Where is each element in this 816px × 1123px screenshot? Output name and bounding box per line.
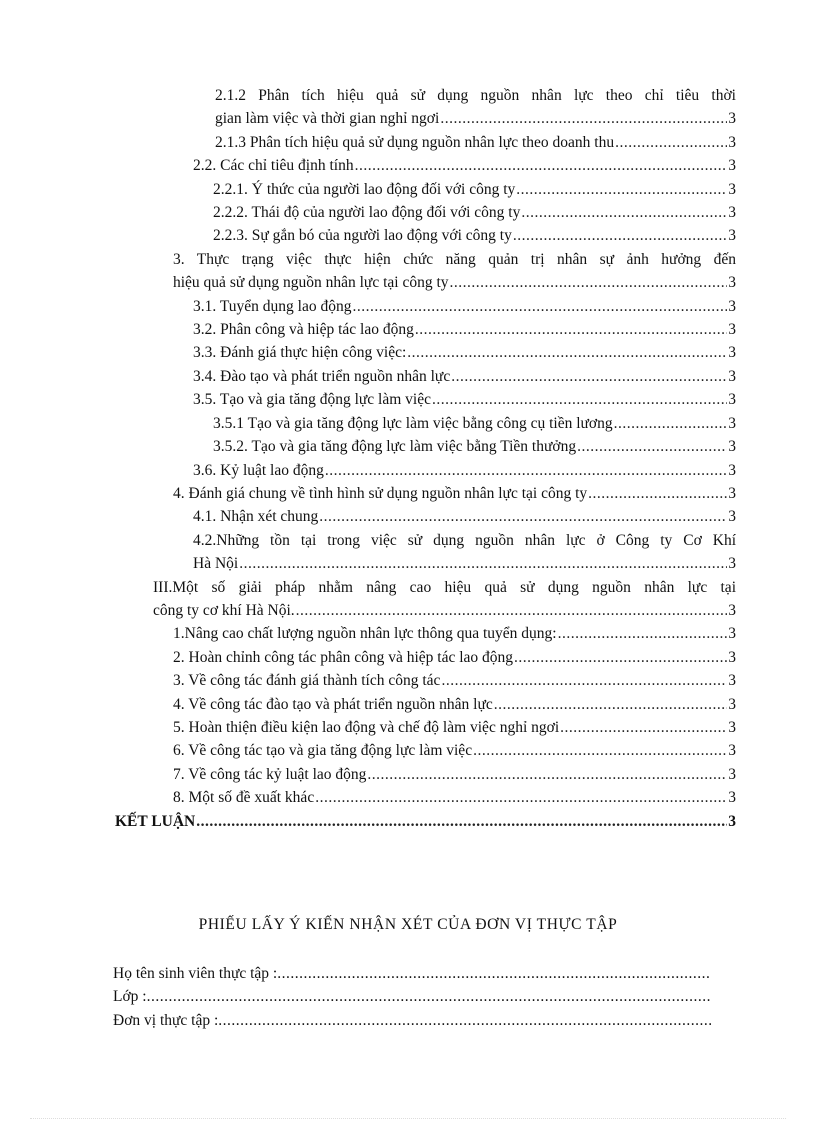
toc-entry — [0, 763, 816, 786]
unit-field — [113, 1009, 711, 1032]
toc-entry-text: KẾT LUẬN — [115, 812, 196, 830]
toc-entry — [0, 412, 816, 435]
toc-page-number: 3 — [728, 227, 736, 245]
toc-entry-text: 3.5.2. Tạo và gia tăng động lực làm việc bằng Tiền thưởng — [213, 438, 577, 456]
class-label: Lớp : — [113, 988, 147, 1006]
toc-entry — [0, 622, 816, 645]
page-bottom-divider — [30, 1118, 786, 1119]
toc-entry-text: 2.2. Các chỉ tiêu định tính — [193, 157, 354, 175]
toc-page-number: 3 — [728, 344, 736, 362]
toc-entry — [0, 178, 816, 201]
unit-label: Đơn vị thực tập : — [113, 1011, 219, 1029]
toc-page-number: 3 — [728, 648, 736, 666]
toc-page-number: 3 — [728, 157, 736, 175]
toc-page-number: 3 — [728, 742, 736, 760]
toc-entry-text: 3.2. Phân công và hiệp tác lao động — [193, 321, 414, 339]
toc-entry-text: 3.5.1 Tạo và gia tăng động lực làm việc bằng công cụ tiền lương — [213, 414, 613, 432]
toc-page-number: 3 — [728, 274, 736, 292]
toc-entry — [0, 739, 816, 762]
toc-page-number: 3 — [728, 695, 736, 713]
toc-entry-text: III.Một số giải pháp nhằm nâng cao hiệu quả sử dụng nguồn nhân lực tại — [153, 578, 736, 596]
toc-entry-text: 4. Về công tác đào tạo và phát triển nguồn nhân lực — [173, 695, 493, 713]
class-field — [113, 985, 711, 1008]
toc-entry-text: 3.6. Kỷ luật lao động — [193, 461, 324, 479]
toc-entry — [0, 318, 816, 341]
toc-page-number: 3 — [728, 180, 736, 198]
toc-page-number: 3 — [728, 321, 736, 339]
toc-entry — [0, 716, 816, 739]
toc-entry-text: 4.2.Những tồn tại trong việc sử dụng nguồn nhân lực ở Công ty Cơ Khí — [193, 531, 736, 549]
toc-entry — [0, 201, 816, 224]
toc-entry-text: 3.5. Tạo và gia tăng động lực làm việc — [193, 391, 431, 409]
toc-entry — [0, 529, 816, 576]
toc-entry — [0, 295, 816, 318]
toc-entry-text: 3.4. Đào tạo và phát triển nguồn nhân lực — [193, 367, 451, 385]
toc-page-number: 3 — [728, 461, 736, 479]
toc-entry-text: 4. Đánh giá chung về tình hình sử dụng nguồn nhân lực tại công ty — [173, 484, 588, 502]
toc-entry — [0, 786, 816, 809]
toc-entry — [0, 84, 816, 131]
toc-entry — [0, 459, 816, 482]
toc-entry-text: 2.2.1. Ý thức của người lao động đối với công ty — [213, 180, 516, 198]
toc-entry — [0, 482, 816, 505]
toc-entry — [0, 248, 816, 295]
student-name-field — [113, 962, 711, 985]
toc-page-number: 3 — [728, 765, 736, 783]
toc-entry — [0, 669, 816, 692]
toc-entry — [0, 131, 816, 154]
toc-entry — [0, 646, 816, 669]
toc-page-number: 3 — [728, 508, 736, 526]
feedback-form — [113, 962, 711, 1032]
toc-entry-text: 1.Nâng cao chất lượng nguồn nhân lực thông qua tuyển dụng: — [173, 625, 557, 643]
toc-entry-text: 8. Một số đề xuất khác — [173, 789, 315, 807]
toc-page-number: 3 — [728, 812, 736, 830]
toc-entry-text: 3. Về công tác đánh giá thành tích công tác — [173, 672, 441, 690]
toc-entry — [0, 435, 816, 458]
toc-entry-text: hiệu quả sử dụng nguồn nhân lực tại công ty — [173, 274, 449, 292]
toc-page-number: 3 — [728, 414, 736, 432]
toc-entry-text: 3.3. Đánh giá thực hiện công việc: — [193, 344, 407, 362]
toc-entry-text: 2.2.3. Sự gắn bó của người lao động với công ty — [213, 227, 512, 245]
toc-entry-text: 4.1. Nhận xét chung — [193, 508, 319, 526]
toc-page-number: 3 — [728, 367, 736, 385]
toc-page-number: 3 — [728, 555, 736, 573]
toc-entry-text: gian làm việc và thời gian nghỉ ngơi — [215, 110, 440, 128]
toc-page-number: 3 — [728, 718, 736, 736]
toc-entry — [0, 388, 816, 411]
toc-page-number: 3 — [728, 204, 736, 222]
toc-entry — [0, 154, 816, 177]
toc-entry-text: 3.1. Tuyển dụng lao động — [193, 297, 352, 315]
toc-entry — [0, 576, 816, 623]
toc-entry-conclusion — [0, 810, 816, 833]
toc-entry-text: 5. Hoàn thiện điều kiện lao động và chế độ làm việc nghỉ ngơi — [173, 718, 560, 736]
toc-page-number: 3 — [728, 110, 736, 128]
toc-page-number: 3 — [728, 625, 736, 643]
toc-entry — [0, 693, 816, 716]
toc-entry — [0, 224, 816, 247]
toc-entry-text: 6. Về công tác tạo và gia tăng động lực làm việc — [173, 742, 473, 760]
toc-page-number: 3 — [728, 484, 736, 502]
toc-entry-text: 2.1.3 Phân tích hiệu quả sử dụng nguồn nhân lực theo doanh thu — [215, 133, 615, 151]
form-title: PHIẾU LẤY Ý KIẾN NHẬN XÉT CỦA ĐƠN VỊ THỰC TẬP — [198, 916, 618, 933]
toc-entry-text: công ty cơ khí Hà Nội. — [153, 601, 295, 619]
toc-page-number: 3 — [728, 391, 736, 409]
toc-page-number: 3 — [728, 601, 736, 619]
toc-entry-text: 2.1.2 Phân tích hiệu quả sử dụng nguồn nhân lực theo chỉ tiêu thời — [215, 87, 736, 104]
student-name-label: Họ tên sinh viên thực tập : — [113, 965, 278, 982]
toc-page-number: 3 — [728, 672, 736, 690]
toc-page-number: 3 — [728, 438, 736, 456]
toc-entry-text: 2.2.2. Thái độ của người lao động đối với công ty — [213, 204, 521, 222]
toc-entry — [0, 365, 816, 388]
toc-entry — [0, 341, 816, 364]
toc-entry-text: Hà Nội — [193, 555, 239, 573]
table-of-contents — [0, 84, 816, 833]
toc-entry — [0, 505, 816, 528]
toc-entry-text: 3. Thực trạng việc thực hiện chức năng quản trị nhân sự ảnh hưởng đến — [173, 250, 736, 268]
toc-entry-text: 2. Hoàn chỉnh công tác phân công và hiệp tác lao động — [173, 648, 514, 666]
toc-entry-text: 7. Về công tác kỷ luật lao động — [173, 765, 367, 783]
toc-page-number: 3 — [728, 789, 736, 807]
toc-page-number: 3 — [728, 133, 736, 151]
toc-page-number: 3 — [728, 297, 736, 315]
